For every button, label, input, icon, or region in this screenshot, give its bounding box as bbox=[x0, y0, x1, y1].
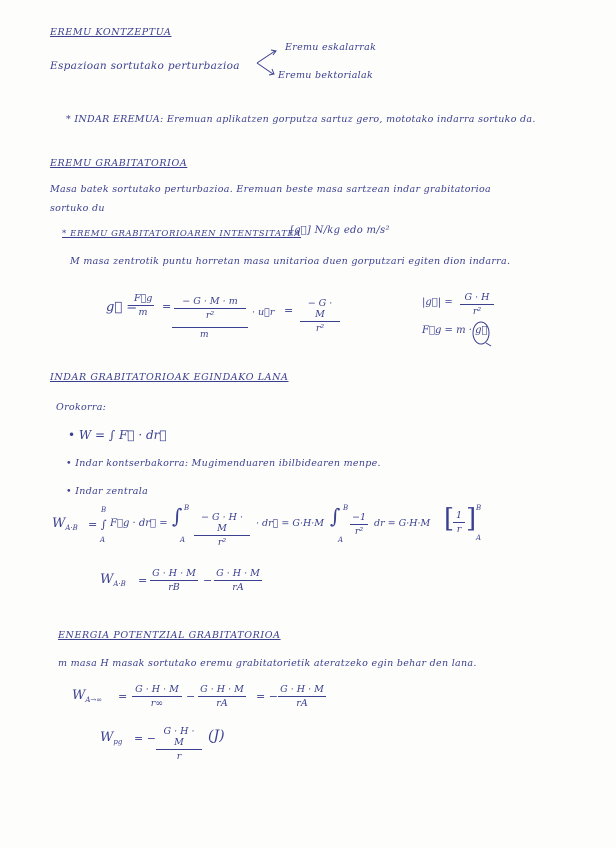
general-label: Orokorra: bbox=[56, 402, 107, 413]
result-equals: = bbox=[138, 574, 148, 587]
w-inf-frac-inf: $\frac{G \cdot H \cdot M}{r\infty}$ bbox=[132, 684, 182, 709]
w-inf-frac-result: $\frac{G \cdot H \cdot M}{rA}$ bbox=[278, 684, 326, 709]
eq-int3: ∫ bbox=[330, 504, 341, 528]
g-modulus: |g⃗| = bbox=[422, 297, 453, 308]
eq-int2: ∫ bbox=[172, 504, 183, 528]
eq-minus-gm-over-r2: $\frac{- G \cdot M}{\text{r²}}$ bbox=[300, 298, 340, 334]
branch-arrows bbox=[255, 48, 280, 78]
intensity-units: [g⃗] N/kg edo m/s² bbox=[290, 225, 390, 236]
lim-b-3: B bbox=[343, 504, 349, 512]
wpg-symbol: $W_{pg}$ bbox=[100, 730, 123, 746]
circled-g-mark bbox=[470, 321, 492, 347]
w-inf-minus: − bbox=[186, 690, 196, 703]
eq-fg-dr: F⃗g · dr⃗ = bbox=[110, 518, 168, 529]
lim-b-4: B bbox=[476, 504, 482, 512]
branch-scalar: Eremu eskalarrak bbox=[285, 42, 377, 53]
result-w-symbol: $W_{A\cdot B}$ bbox=[100, 572, 126, 588]
eq-g-symbol: g⃗ = bbox=[106, 300, 138, 315]
eq-ur: · u⃗r bbox=[252, 307, 275, 318]
fg-equals-mg: F⃗g = m · g⃗ bbox=[422, 325, 488, 336]
lim-a-1: A bbox=[100, 536, 106, 544]
force-field-note: * INDAR EREMUA: Eremuan aplikatzen gorputza sartuz gero, mototako indarra sortuko da. bbox=[66, 114, 536, 125]
wpg-unit: (J) bbox=[208, 728, 225, 744]
eq-dr-ghm: · dr⃗ = G·H·M bbox=[256, 518, 325, 529]
result-frac-b: $\frac{G \cdot H \cdot M}{rB}$ bbox=[150, 568, 198, 593]
eq-1-over-r: $\frac{1}{r}$ bbox=[453, 510, 465, 535]
grav-text-1: Masa batek sortutako perturbazioa. Eremuan beste masa sartzean indar grabitatorioa bbox=[50, 184, 491, 195]
w-inf-eq2: = − bbox=[256, 690, 278, 703]
w-inf-frac-a: $\frac{G \cdot H \cdot M}{rA}$ bbox=[198, 684, 246, 709]
w-inf-eq1: = bbox=[118, 690, 128, 703]
lim-a-2: A bbox=[180, 536, 186, 544]
wpg-frac: $\frac{G \cdot H \cdot M}{r}$ bbox=[156, 726, 202, 762]
bullet-conservative: • Indar kontserbakorra: Mugimenduaren ibilbidearen menpe. bbox=[66, 458, 381, 469]
intensity-bullet: * EREMU GRABITATORIOAREN INTENTSITATEA bbox=[62, 229, 302, 239]
potential-text: m masa H masak sortutako eremu grabitatorietik ateratzeko egin behar den lana. bbox=[58, 658, 477, 669]
eq-equals-2: = bbox=[284, 304, 294, 317]
lim-b-2: B bbox=[184, 504, 190, 512]
eq-int1: = ∫ bbox=[88, 518, 107, 531]
grav-text-2: sortuko du bbox=[50, 203, 105, 214]
eq-fg-over-m: $\frac{F⃗g}{m}$ bbox=[134, 293, 153, 318]
bracket-left: [ bbox=[444, 504, 455, 534]
work-definition: • W = ∫ F⃗ · dr⃗ bbox=[68, 428, 167, 442]
w-inf-symbol: $W_{A\to\infty}$ bbox=[72, 688, 103, 704]
lim-a-4: A bbox=[476, 534, 482, 542]
eq-nested-frac: $\frac{- G \cdot M \cdot m}{\text{r²}}$ bbox=[174, 296, 246, 321]
lim-a-3: A bbox=[338, 536, 344, 544]
eq-m-denominator: m bbox=[200, 330, 209, 340]
heading-indar-lana: INDAR GRABITATORIOAK EGINDAKO LANA bbox=[50, 372, 289, 383]
bracket-right: ] bbox=[466, 504, 477, 534]
bullet-central: • Indar zentrala bbox=[66, 486, 149, 497]
branch-vector: Eremu bektorialak bbox=[278, 70, 374, 81]
wpg-eq: = − bbox=[134, 732, 156, 745]
grav-text-3: M masa zentrotik puntu horretan masa unitarioa duen gorputzari egiten dion indarra. bbox=[70, 256, 511, 267]
result-minus: − bbox=[203, 574, 213, 587]
lim-b-1: B bbox=[101, 506, 107, 514]
eq-dr-ghm-2: dr = G·H·M bbox=[374, 518, 431, 529]
heading-eremu-grabitatorioa: EREMU GRABITATORIOA bbox=[50, 158, 188, 169]
heading-eremu-kontzeptua: EREMU KONTZEPTUA bbox=[50, 27, 172, 38]
eq-neg1-over-r2: $\frac{-1}{\text{r²}}$ bbox=[352, 512, 367, 537]
heading-energia-potentziala: ENERGIA POTENTZIAL GRABITATORIOA bbox=[58, 630, 281, 641]
eq-ghm-over-r2: $\frac{- G \cdot H \cdot M}{\text{r²}}$ bbox=[194, 512, 250, 548]
result-frac-a: $\frac{G \cdot H \cdot M}{rA}$ bbox=[214, 568, 262, 593]
eq-main-fraction-line bbox=[172, 327, 248, 328]
g-modulus-frac: $\frac{G \cdot H}{\text{r²}}$ bbox=[460, 292, 494, 317]
eq-equals-1: = bbox=[162, 300, 172, 313]
wab-symbol: $W_{A\cdot B}$ bbox=[52, 516, 78, 532]
perturbation-line: Espazioan sortutako perturbazioa bbox=[50, 60, 240, 72]
